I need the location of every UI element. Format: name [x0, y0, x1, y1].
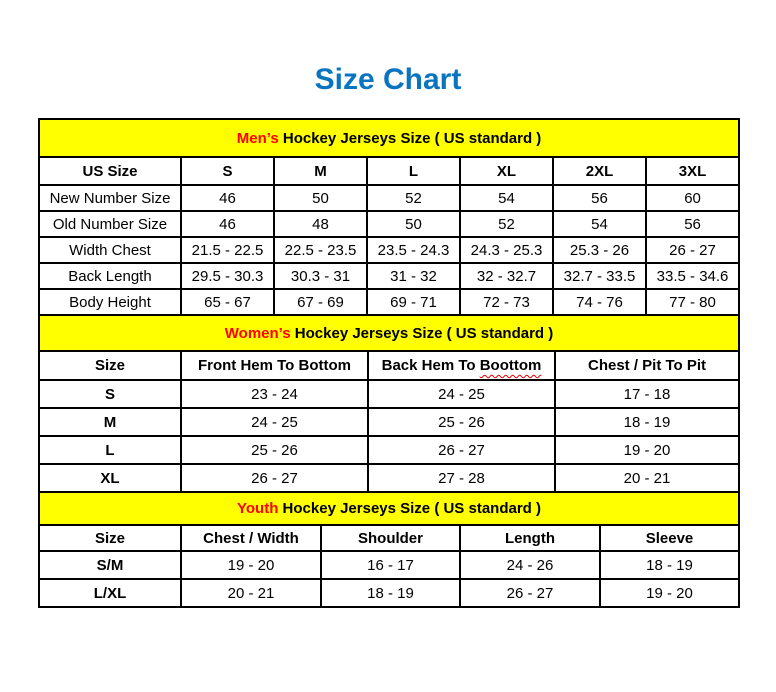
column-header: Chest / Width [181, 525, 321, 551]
mens-header-row [39, 157, 739, 185]
column-header [368, 351, 555, 380]
table-cell: 18 - 19 [600, 551, 739, 579]
column-header: 2XL [553, 157, 646, 185]
column-header: Sleeve [600, 525, 739, 551]
table-cell: 65 - 67 [181, 289, 274, 315]
row-label: S [39, 380, 181, 408]
table-cell: 67 - 69 [274, 289, 367, 315]
table-cell: 25 - 26 [368, 408, 555, 436]
table-row [39, 289, 739, 315]
table-row [39, 436, 739, 464]
row-label: S/M [39, 551, 181, 579]
youth-section-title: Hockey Jerseys Size ( US standard ) [278, 500, 541, 517]
misspelled-word-spellcheck: Boottom [479, 357, 542, 374]
table-cell: 20 - 21 [555, 464, 739, 492]
table-cell: 60 [646, 185, 739, 211]
womens-section-highlight: Women’s [224, 324, 291, 342]
table-cell: 26 - 27 [181, 464, 368, 492]
table-cell: 27 - 28 [368, 464, 555, 492]
column-header: Shoulder [321, 525, 460, 551]
table-cell: 26 - 27 [460, 579, 600, 607]
row-label: M [39, 408, 181, 436]
table-cell: 54 [553, 211, 646, 237]
row-label: Width Chest [39, 237, 181, 263]
mens-section-band-row [39, 119, 739, 157]
womens-section-title: Hockey Jerseys Size ( US standard ) [290, 324, 554, 342]
table-row [39, 408, 739, 436]
table-cell: 19 - 20 [600, 579, 739, 607]
mens-size-table [38, 118, 740, 316]
table-cell: 18 - 19 [555, 408, 739, 436]
mens-section-highlight: Men’s [236, 129, 279, 147]
column-header-text: Back Hem To [381, 357, 480, 374]
mens-section-title: Hockey Jerseys Size ( US standard ) [278, 129, 542, 147]
column-header: US Size [39, 157, 181, 185]
table-row [39, 579, 739, 607]
row-label: L/XL [39, 579, 181, 607]
table-row [39, 464, 739, 492]
column-header: Length [460, 525, 600, 551]
table-cell: 74 - 76 [553, 289, 646, 315]
table-cell: 18 - 19 [321, 579, 460, 607]
youth-size-table [38, 491, 740, 608]
youth-section-band-row [39, 492, 739, 525]
table-cell: 25 - 26 [181, 436, 368, 464]
table-cell: 20 - 21 [181, 579, 321, 607]
column-header: Size [39, 525, 181, 551]
table-cell: 29.5 - 30.3 [181, 263, 274, 289]
table-cell: 50 [367, 211, 460, 237]
womens-section-band [39, 315, 739, 351]
table-row [39, 211, 739, 237]
column-header: 3XL [646, 157, 739, 185]
table-cell: 23 - 24 [181, 380, 368, 408]
youth-header-row [39, 525, 739, 551]
womens-size-table [38, 314, 740, 493]
table-cell: 72 - 73 [460, 289, 553, 315]
table-cell: 46 [181, 211, 274, 237]
table-cell: 52 [460, 211, 553, 237]
table-cell: 54 [460, 185, 553, 211]
column-header: Size [39, 351, 181, 380]
table-row [39, 263, 739, 289]
table-cell: 77 - 80 [646, 289, 739, 315]
table-cell: 25.3 - 26 [553, 237, 646, 263]
table-cell: 24 - 26 [460, 551, 600, 579]
youth-section-highlight: Youth [237, 500, 279, 517]
row-label: L [39, 436, 181, 464]
column-header: M [274, 157, 367, 185]
row-label: Back Length [39, 263, 181, 289]
table-cell: 19 - 20 [555, 436, 739, 464]
table-cell: 19 - 20 [181, 551, 321, 579]
table-cell: 23.5 - 24.3 [367, 237, 460, 263]
table-cell: 17 - 18 [555, 380, 739, 408]
table-row [39, 185, 739, 211]
table-row [39, 551, 739, 579]
column-header: XL [460, 157, 553, 185]
page-title: Size Chart [314, 63, 462, 96]
table-cell: 50 [274, 185, 367, 211]
table-cell: 52 [367, 185, 460, 211]
table-cell: 24.3 - 25.3 [460, 237, 553, 263]
table-cell: 33.5 - 34.6 [646, 263, 739, 289]
size-chart-tables [38, 118, 738, 608]
womens-section-band-row [39, 315, 739, 351]
table-cell: 24 - 25 [181, 408, 368, 436]
row-label: New Number Size [39, 185, 181, 211]
row-label: Old Number Size [39, 211, 181, 237]
table-cell: 22.5 - 23.5 [274, 237, 367, 263]
table-cell: 21.5 - 22.5 [181, 237, 274, 263]
table-cell: 69 - 71 [367, 289, 460, 315]
column-header: L [367, 157, 460, 185]
table-cell: 30.3 - 31 [274, 263, 367, 289]
column-header: Chest / Pit To Pit [555, 351, 739, 380]
womens-header-row [39, 351, 739, 380]
table-row [39, 380, 739, 408]
column-header: Front Hem To Bottom [181, 351, 368, 380]
table-cell: 31 - 32 [367, 263, 460, 289]
table-cell: 26 - 27 [368, 436, 555, 464]
table-cell: 48 [274, 211, 367, 237]
table-cell: 32 - 32.7 [460, 263, 553, 289]
table-cell: 24 - 25 [368, 380, 555, 408]
table-cell: 56 [646, 211, 739, 237]
table-cell: 26 - 27 [646, 237, 739, 263]
row-label: XL [39, 464, 181, 492]
table-cell: 46 [181, 185, 274, 211]
table-cell: 32.7 - 33.5 [553, 263, 646, 289]
table-row [39, 237, 739, 263]
table-cell: 16 - 17 [321, 551, 460, 579]
table-cell: 56 [553, 185, 646, 211]
youth-section-band [39, 492, 739, 525]
column-header: S [181, 157, 274, 185]
mens-section-band [39, 119, 739, 157]
row-label: Body Height [39, 289, 181, 315]
